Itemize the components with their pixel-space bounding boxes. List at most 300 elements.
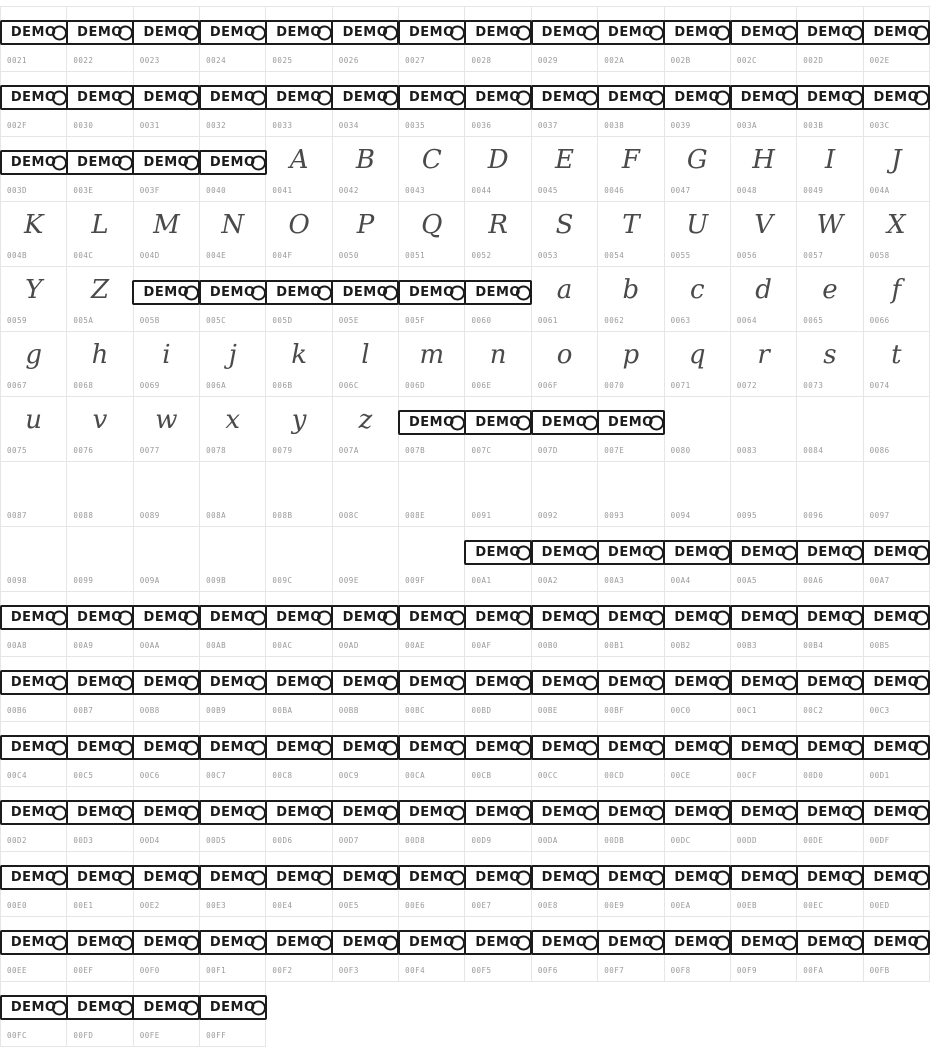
glyph-cell[interactable]	[465, 7, 531, 72]
demo-watermark	[730, 800, 798, 825]
glyph-cell[interactable]	[532, 332, 598, 397]
glyph-codepoint: 0030	[73, 121, 94, 130]
glyph-cell[interactable]	[665, 72, 731, 137]
glyph-cell[interactable]	[731, 657, 797, 722]
glyph-codepoint: 0024	[206, 56, 227, 65]
demo-watermark-label: DEMO	[209, 285, 256, 300]
glyph-preview: Y	[25, 275, 43, 305]
glyph-cell[interactable]	[67, 462, 133, 527]
glyph-cell[interactable]	[200, 332, 266, 397]
demo-watermark	[132, 930, 200, 955]
demo-watermark	[132, 20, 200, 45]
glyph-cell[interactable]	[134, 722, 200, 787]
glyph-cell[interactable]	[797, 722, 863, 787]
demo-watermark	[132, 150, 200, 175]
glyph-cell[interactable]	[399, 917, 465, 982]
glyph-cell[interactable]	[266, 462, 332, 527]
glyph-codepoint: 0048	[736, 186, 757, 195]
demo-watermark-label: DEMO	[408, 25, 455, 40]
glyph-cell[interactable]	[465, 657, 531, 722]
glyph-cell[interactable]	[333, 462, 399, 527]
glyph-cell[interactable]	[266, 852, 332, 917]
glyph-preview: o	[556, 340, 573, 370]
glyph-cell[interactable]	[200, 787, 266, 852]
glyph-cell[interactable]	[399, 267, 465, 332]
glyph-preview: O	[288, 210, 310, 240]
glyph-cell[interactable]	[134, 462, 200, 527]
glyph-cell[interactable]	[266, 917, 332, 982]
glyph-cell[interactable]	[333, 852, 399, 917]
glyph-cell[interactable]	[598, 332, 664, 397]
glyph-codepoint: 00C0	[670, 706, 691, 715]
glyph-cell[interactable]	[67, 72, 133, 137]
glyph-cell[interactable]	[67, 592, 133, 657]
glyph-cell[interactable]	[532, 72, 598, 137]
glyph-cell[interactable]	[665, 462, 731, 527]
glyph-cell[interactable]	[333, 592, 399, 657]
glyph-cell[interactable]	[532, 592, 598, 657]
glyph-cell[interactable]	[67, 852, 133, 917]
demo-watermark	[66, 150, 134, 175]
glyph-cell[interactable]	[797, 202, 863, 267]
glyph-cell[interactable]	[1, 332, 67, 397]
glyph-cell[interactable]	[665, 397, 731, 462]
glyph-cell[interactable]	[532, 787, 598, 852]
demo-watermark-label: DEMO	[541, 805, 588, 820]
glyph-preview: q	[688, 340, 706, 370]
glyph-cell[interactable]	[67, 202, 133, 267]
glyph-cell[interactable]	[465, 332, 531, 397]
glyph-cell[interactable]	[465, 917, 531, 982]
demo-watermark	[597, 85, 665, 110]
glyph-cell[interactable]	[399, 592, 465, 657]
glyph-preview: M	[153, 210, 180, 240]
demo-watermark-label: DEMO	[807, 25, 853, 40]
glyph-cell[interactable]	[67, 137, 133, 202]
glyph-cell[interactable]	[200, 592, 266, 657]
glyph-cell[interactable]	[598, 592, 664, 657]
demo-watermark-label: DEMO	[342, 610, 389, 625]
glyph-cell[interactable]	[67, 527, 133, 592]
glyph-cell[interactable]	[266, 137, 332, 202]
demo-watermark-label: DEMO	[276, 675, 322, 690]
glyph-cell[interactable]	[134, 527, 200, 592]
glyph-cell[interactable]	[797, 527, 863, 592]
demo-watermark-label: DEMO	[475, 90, 521, 105]
glyph-cell[interactable]	[465, 397, 531, 462]
glyph-codepoint: 00D2	[7, 836, 28, 845]
demo-watermark-label: DEMO	[143, 1000, 190, 1015]
glyph-cell[interactable]	[200, 657, 266, 722]
glyph-cell[interactable]	[864, 202, 930, 267]
glyph-cell[interactable]	[465, 137, 531, 202]
glyph-cell[interactable]	[1, 592, 67, 657]
glyph-cell[interactable]	[399, 202, 465, 267]
glyph-cell[interactable]	[200, 527, 266, 592]
glyph-preview: R	[488, 210, 508, 240]
glyph-cell[interactable]	[333, 917, 399, 982]
glyph-cell[interactable]	[731, 592, 797, 657]
glyph-cell[interactable]	[399, 722, 465, 787]
glyph-cell[interactable]	[665, 657, 731, 722]
glyph-cell[interactable]	[731, 722, 797, 787]
glyph-cell[interactable]	[665, 527, 731, 592]
glyph-cell[interactable]	[266, 787, 332, 852]
glyph-cell[interactable]	[864, 72, 930, 137]
glyph-codepoint: 0034	[338, 121, 359, 130]
glyph-cell[interactable]	[134, 982, 200, 1047]
glyph-cell[interactable]	[598, 137, 664, 202]
glyph-cell[interactable]	[67, 917, 133, 982]
glyph-cell[interactable]	[864, 7, 930, 72]
glyph-cell[interactable]	[399, 462, 465, 527]
glyph-cell[interactable]	[333, 527, 399, 592]
glyph-codepoint: 00B2	[670, 641, 691, 650]
glyph-cell[interactable]	[200, 397, 266, 462]
demo-watermark	[0, 800, 68, 825]
glyph-preview: b	[622, 275, 640, 305]
glyph-cell[interactable]	[797, 657, 863, 722]
glyph-cell[interactable]	[864, 332, 930, 397]
glyph-cell[interactable]	[665, 267, 731, 332]
glyph-grid	[0, 6, 930, 1047]
glyph-cell[interactable]	[1, 852, 67, 917]
glyph-cell[interactable]	[598, 7, 664, 72]
demo-watermark-label: DEMO	[475, 805, 521, 820]
glyph-cell[interactable]	[333, 72, 399, 137]
glyph-cell[interactable]	[665, 787, 731, 852]
glyph-cell[interactable]	[134, 787, 200, 852]
glyph-cell[interactable]	[598, 852, 664, 917]
glyph-cell[interactable]	[67, 267, 133, 332]
glyph-cell[interactable]	[797, 397, 863, 462]
glyph-cell[interactable]	[67, 397, 133, 462]
glyph-cell[interactable]	[399, 852, 465, 917]
glyph-codepoint: 002D	[803, 56, 824, 65]
glyph-cell[interactable]	[465, 852, 531, 917]
glyph-cell[interactable]	[465, 72, 531, 137]
glyph-cell[interactable]	[399, 137, 465, 202]
glyph-cell[interactable]	[598, 657, 664, 722]
glyph-cell[interactable]	[266, 722, 332, 787]
glyph-cell[interactable]	[1, 267, 67, 332]
glyph-cell[interactable]	[266, 592, 332, 657]
glyph-codepoint: 004A	[869, 186, 890, 195]
glyph-cell[interactable]	[731, 267, 797, 332]
demo-watermark	[66, 20, 134, 45]
glyph-cell[interactable]	[465, 592, 531, 657]
demo-watermark	[663, 865, 731, 890]
glyph-preview: I	[824, 145, 836, 175]
glyph-preview: l	[361, 340, 370, 370]
demo-watermark-label: DEMO	[807, 545, 853, 560]
glyph-preview: E	[555, 145, 575, 175]
demo-watermark-label: DEMO	[209, 740, 256, 755]
glyph-cell[interactable]	[598, 72, 664, 137]
glyph-cell[interactable]	[532, 852, 598, 917]
glyph-cell[interactable]	[797, 267, 863, 332]
glyph-preview: V	[754, 210, 773, 240]
glyph-cell[interactable]	[399, 397, 465, 462]
glyph-cell[interactable]	[67, 722, 133, 787]
glyph-cell[interactable]	[731, 137, 797, 202]
demo-watermark-label: DEMO	[873, 90, 920, 105]
glyph-cell[interactable]	[598, 267, 664, 332]
glyph-codepoint: 00E4	[272, 901, 293, 910]
glyph-codepoint: 004F	[272, 251, 293, 260]
glyph-cell[interactable]	[200, 982, 266, 1047]
glyph-cell[interactable]	[1, 397, 67, 462]
glyph-cell[interactable]	[1, 462, 67, 527]
glyph-codepoint: 00C7	[206, 771, 227, 780]
glyph-cell[interactable]	[598, 202, 664, 267]
glyph-cell[interactable]	[200, 137, 266, 202]
demo-watermark	[66, 930, 134, 955]
glyph-cell[interactable]	[1, 787, 67, 852]
glyph-cell[interactable]	[399, 787, 465, 852]
glyph-preview: t	[891, 340, 902, 370]
glyph-codepoint: 005C	[206, 316, 227, 325]
glyph-cell[interactable]	[200, 72, 266, 137]
glyph-cell[interactable]	[532, 722, 598, 787]
glyph-cell[interactable]	[864, 917, 930, 982]
glyph-codepoint: 0067	[7, 381, 28, 390]
glyph-cell[interactable]	[1, 982, 67, 1047]
glyph-cell[interactable]	[200, 722, 266, 787]
glyph-cell[interactable]	[67, 982, 133, 1047]
glyph-codepoint: 0051	[405, 251, 426, 260]
demo-watermark-label: DEMO	[740, 675, 787, 690]
glyph-cell[interactable]	[1, 917, 67, 982]
demo-watermark-label: DEMO	[209, 155, 256, 170]
glyph-cell[interactable]	[797, 332, 863, 397]
glyph-cell[interactable]	[134, 137, 200, 202]
glyph-cell[interactable]	[532, 917, 598, 982]
glyph-cell[interactable]	[665, 202, 731, 267]
glyph-codepoint: 0039	[670, 121, 691, 130]
demo-watermark	[331, 735, 399, 760]
glyph-preview: J	[891, 145, 902, 175]
glyph-cell[interactable]	[67, 657, 133, 722]
glyph-cell[interactable]	[731, 7, 797, 72]
glyph-cell[interactable]	[864, 852, 930, 917]
glyph-cell[interactable]	[731, 527, 797, 592]
glyph-cell[interactable]	[399, 7, 465, 72]
glyph-cell[interactable]	[134, 72, 200, 137]
glyph-cell[interactable]	[731, 917, 797, 982]
glyph-cell[interactable]	[598, 722, 664, 787]
demo-watermark	[862, 735, 930, 760]
glyph-cell[interactable]	[67, 7, 133, 72]
glyph-cell[interactable]	[731, 787, 797, 852]
glyph-cell[interactable]	[200, 202, 266, 267]
glyph-cell[interactable]	[266, 397, 332, 462]
glyph-cell[interactable]	[864, 592, 930, 657]
glyph-cell[interactable]	[399, 527, 465, 592]
glyph-cell[interactable]	[134, 852, 200, 917]
glyph-cell[interactable]	[333, 722, 399, 787]
glyph-cell[interactable]	[864, 527, 930, 592]
demo-watermark-label: DEMO	[475, 545, 521, 560]
glyph-cell[interactable]	[797, 787, 863, 852]
glyph-preview: Q	[421, 210, 443, 240]
glyph-cell[interactable]	[465, 527, 531, 592]
demo-watermark	[597, 540, 665, 565]
glyph-cell[interactable]	[333, 787, 399, 852]
glyph-cell[interactable]	[797, 7, 863, 72]
glyph-cell[interactable]	[598, 917, 664, 982]
glyph-preview: r	[757, 340, 770, 370]
glyph-cell[interactable]	[665, 722, 731, 787]
glyph-cell[interactable]	[864, 397, 930, 462]
glyph-cell[interactable]	[200, 917, 266, 982]
glyph-cell[interactable]	[665, 852, 731, 917]
glyph-cell[interactable]	[797, 462, 863, 527]
glyph-cell[interactable]	[134, 397, 200, 462]
glyph-cell[interactable]	[532, 397, 598, 462]
demo-watermark	[199, 85, 267, 110]
glyph-cell[interactable]	[665, 917, 731, 982]
glyph-cell[interactable]	[532, 137, 598, 202]
glyph-cell[interactable]	[598, 462, 664, 527]
glyph-cell[interactable]	[333, 267, 399, 332]
glyph-cell[interactable]	[333, 137, 399, 202]
glyph-cell[interactable]	[532, 202, 598, 267]
glyph-cell[interactable]	[864, 462, 930, 527]
glyph-cell[interactable]	[200, 7, 266, 72]
glyph-cell[interactable]	[134, 202, 200, 267]
demo-watermark-label: DEMO	[873, 610, 920, 625]
glyph-cell[interactable]	[266, 72, 332, 137]
demo-watermark	[199, 670, 267, 695]
glyph-cell[interactable]	[1, 657, 67, 722]
glyph-cell[interactable]	[665, 592, 731, 657]
glyph-cell[interactable]	[333, 202, 399, 267]
glyph-preview: D	[487, 145, 509, 175]
glyph-cell[interactable]	[465, 202, 531, 267]
glyph-cell[interactable]	[266, 332, 332, 397]
glyph-cell[interactable]	[1, 137, 67, 202]
glyph-cell[interactable]	[864, 137, 930, 202]
glyph-cell[interactable]	[665, 137, 731, 202]
glyph-cell[interactable]	[797, 852, 863, 917]
glyph-cell[interactable]	[67, 332, 133, 397]
glyph-codepoint: 0023	[139, 56, 160, 65]
glyph-cell[interactable]	[1, 202, 67, 267]
glyph-cell[interactable]	[532, 267, 598, 332]
glyph-codepoint: 0026	[338, 56, 359, 65]
glyph-cell[interactable]	[598, 527, 664, 592]
glyph-cell[interactable]	[864, 267, 930, 332]
glyph-cell[interactable]	[134, 657, 200, 722]
glyph-cell[interactable]	[797, 72, 863, 137]
glyph-codepoint: 0073	[803, 381, 824, 390]
glyph-cell[interactable]	[864, 722, 930, 787]
glyph-cell[interactable]	[266, 657, 332, 722]
glyph-cell[interactable]	[67, 787, 133, 852]
glyph-cell[interactable]	[333, 7, 399, 72]
glyph-cell[interactable]	[797, 137, 863, 202]
demo-watermark	[265, 930, 333, 955]
demo-watermark	[398, 670, 466, 695]
glyph-cell[interactable]	[532, 527, 598, 592]
glyph-cell[interactable]	[465, 462, 531, 527]
glyph-cell[interactable]	[266, 267, 332, 332]
glyph-cell[interactable]	[731, 397, 797, 462]
glyph-cell[interactable]	[333, 332, 399, 397]
glyph-cell[interactable]	[864, 657, 930, 722]
demo-watermark-label: DEMO	[408, 90, 455, 105]
glyph-cell[interactable]	[134, 267, 200, 332]
demo-watermark	[199, 150, 267, 175]
glyph-cell[interactable]	[465, 722, 531, 787]
glyph-cell[interactable]	[731, 852, 797, 917]
glyph-cell[interactable]	[797, 592, 863, 657]
glyph-cell[interactable]	[399, 657, 465, 722]
glyph-cell[interactable]	[797, 917, 863, 982]
glyph-cell[interactable]	[598, 787, 664, 852]
glyph-cell[interactable]	[399, 72, 465, 137]
glyph-cell[interactable]	[266, 202, 332, 267]
glyph-cell[interactable]	[598, 397, 664, 462]
glyph-cell[interactable]	[731, 462, 797, 527]
glyph-cell[interactable]	[731, 72, 797, 137]
glyph-codepoint: 0036	[471, 121, 492, 130]
glyph-cell[interactable]	[333, 657, 399, 722]
glyph-cell[interactable]	[465, 267, 531, 332]
glyph-cell[interactable]	[134, 917, 200, 982]
demo-watermark	[464, 930, 532, 955]
glyph-cell[interactable]	[665, 7, 731, 72]
glyph-cell[interactable]	[134, 332, 200, 397]
glyph-cell[interactable]	[1, 72, 67, 137]
glyph-cell[interactable]	[134, 7, 200, 72]
glyph-cell[interactable]	[333, 397, 399, 462]
glyph-codepoint: 00DD	[736, 836, 757, 845]
glyph-codepoint: 007B	[405, 446, 426, 455]
glyph-cell[interactable]	[266, 7, 332, 72]
demo-watermark-label: DEMO	[608, 415, 654, 430]
glyph-cell[interactable]	[200, 852, 266, 917]
glyph-codepoint: 00D8	[405, 836, 426, 845]
glyph-cell[interactable]	[864, 787, 930, 852]
glyph-codepoint: 0040	[206, 186, 227, 195]
demo-watermark	[0, 735, 68, 760]
glyph-codepoint: 0092	[537, 511, 558, 520]
glyph-cell[interactable]	[200, 462, 266, 527]
glyph-cell[interactable]	[1, 722, 67, 787]
glyph-cell[interactable]	[266, 527, 332, 592]
glyph-cell[interactable]	[134, 592, 200, 657]
glyph-cell[interactable]	[731, 332, 797, 397]
glyph-cell[interactable]	[665, 332, 731, 397]
demo-watermark-label: DEMO	[342, 90, 389, 105]
glyph-codepoint: 00DC	[670, 836, 691, 845]
glyph-cell[interactable]	[1, 7, 67, 72]
glyph-cell[interactable]	[200, 267, 266, 332]
glyph-codepoint: 006D	[405, 381, 426, 390]
glyph-codepoint: 00AC	[272, 641, 293, 650]
glyph-cell[interactable]	[532, 462, 598, 527]
demo-watermark-label: DEMO	[740, 90, 787, 105]
glyph-cell[interactable]	[532, 657, 598, 722]
glyph-cell[interactable]	[399, 332, 465, 397]
demo-watermark	[398, 800, 466, 825]
glyph-cell[interactable]	[1, 527, 67, 592]
glyph-cell[interactable]	[532, 7, 598, 72]
glyph-cell[interactable]	[465, 787, 531, 852]
glyph-cell[interactable]	[731, 202, 797, 267]
